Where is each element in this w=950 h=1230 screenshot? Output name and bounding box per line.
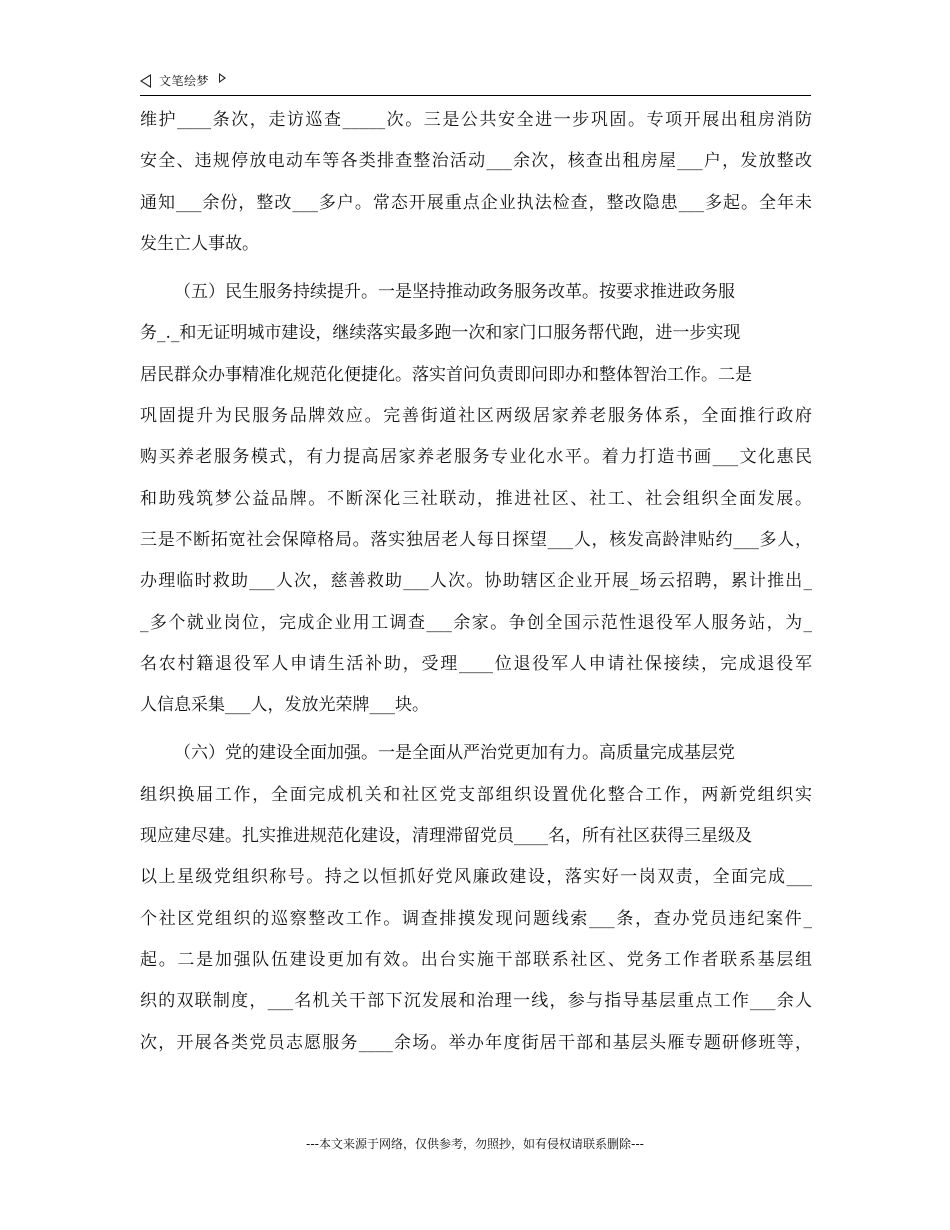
paragraph-gap (140, 265, 812, 272)
text-line: 现应建尽建。扎实推进规范化建设，清理滞留党员____名，所有社区获得三星级及 (140, 826, 752, 847)
page-footer-notice: ---本文来源于网络，仅供参考，勿照抄，如有侵权请联系删除--- (306, 1137, 644, 1151)
text-line: （五）民生服务持续提升。一是坚持推动政务服务改革。按要求推进政务服 (174, 282, 735, 303)
triangle-left-icon (140, 74, 151, 88)
text-line: 和助残筑梦公益品牌。不断深化三社联动，推进社区、社工、社会组织全面发展。 (140, 488, 812, 509)
paragraph-gap (140, 726, 812, 733)
text-line: 办理临时救助___人次，慈善救助___人次。协助辖区企业开展_场云招聘，累计推出_ (140, 571, 812, 592)
text-line: 人信息采集___人，发放光荣牌___块。 (140, 695, 429, 716)
text-line: 发生亡人事故。 (140, 233, 259, 254)
text-line: _多个就业岗位，完成企业用工调查___余家。争创全国示范性退役军人服务站，为_ (140, 612, 812, 633)
text-line: 三是不断拓宽社会保障格局。落实独居老人每日探望___人，核发高龄津贴约___多人， (140, 529, 812, 550)
text-line: 居民群众办事精准化规范化便捷化。落实首问负责即问即办和整体智治工作。二是 (140, 364, 752, 385)
text-line: 名农村籍退役军人申请生活补助，受理____位退役军人申请社保接续，完成退役军 (140, 653, 812, 674)
text-line: 安全、违规停放电动车等各类排查整治活动___余次，核查出租房屋___户，发放整改 (140, 151, 812, 172)
text-line: 起。二是加强队伍建设更加有效。出台实施干部联系社区、党务工作者联系基层组 (140, 949, 812, 970)
header-title: 文笔绘梦 (159, 74, 210, 88)
header-brand (140, 72, 226, 89)
text-line: 购买养老服务模式，有力提高居家养老服务专业化水平。着力打造书画___文化惠民 (140, 447, 812, 468)
header-divider (140, 95, 811, 96)
text-line: 务_._和无证明城市建设，继续落实最多跑一次和家门口服务帮代跑，进一步实现 (140, 323, 741, 344)
text-line: 维护____条次，走访巡查_____次。三是公共安全进一步巩固。专项开展出租房消防 (140, 110, 812, 130)
triangle-right-icon (219, 73, 226, 83)
text-line: 织的双联制度，___名机关干部下沉发展和治理一线，参与指导基层重点工作___余人 (140, 991, 812, 1012)
text-line: 以上星级党组织称号。持之以恒抓好党风廉政建设，落实好一岗双责，全面完成___ (140, 867, 812, 888)
text-line: 组织换届工作，全面完成机关和社区党支部组织设置优化整合工作，两新党组织实 (140, 784, 812, 805)
text-line: 通知___余份，整改___多户。常态开展重点企业执法检查，整改隐患___多起。全年未 (140, 192, 812, 213)
text-line: 巩固提升为民服务品牌效应。完善街道社区两级居家养老服务体系，全面推行政府 (140, 406, 812, 427)
text-line: 个社区党组织的巡察整改工作。调查排摸发现问题线索___条，查办党员违纪案件_ (140, 908, 812, 929)
text-line: （六）党的建设全面加强。一是全面从严治党更加有力。高质量完成基层党 (174, 743, 735, 764)
text-line: 次，开展各类党员志愿服务____余场。举办年度街居干部和基层头雁专题研修班等， (140, 1032, 812, 1053)
document-body (140, 100, 812, 1064)
page-header (140, 70, 811, 96)
